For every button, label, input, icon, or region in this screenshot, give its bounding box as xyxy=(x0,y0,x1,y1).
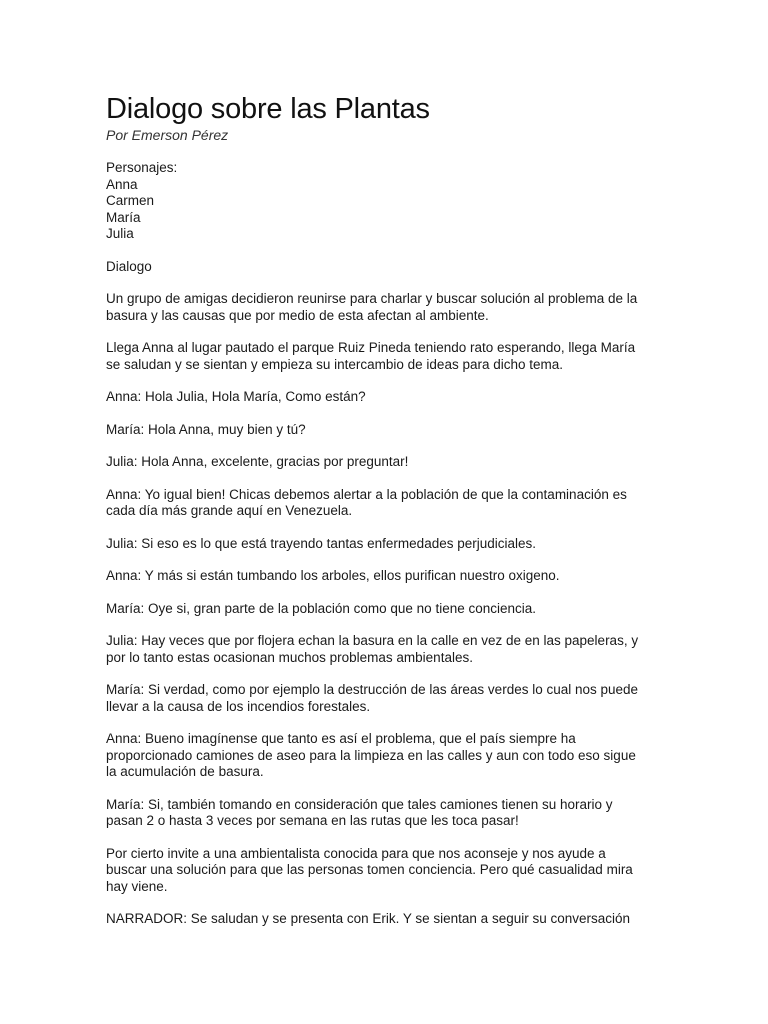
cast-item: Julia xyxy=(106,226,134,241)
paragraph-line: María: Si, también tomando en consideración que tales camiones tienen su horario y xyxy=(106,796,613,812)
cast-heading: Personajes: xyxy=(106,160,178,175)
dialogue-paragraph xyxy=(106,454,666,471)
paragraph-line: María: Hola Anna, muy bien y tú? xyxy=(106,421,306,437)
dialogue-paragraph xyxy=(106,487,666,520)
paragraph-line: hay viene. xyxy=(106,878,168,894)
paragraph-line: Julia: Hay veces que por flojera echan la basura en la calle en vez de en las papeleras, y xyxy=(106,633,639,648)
dialogue-paragraph xyxy=(106,340,666,373)
dialogue-paragraph xyxy=(106,291,666,324)
paragraph-line: Julia: Hola Anna, excelente, gracias por preguntar! xyxy=(106,454,409,469)
cast-item: Anna xyxy=(106,176,138,192)
dialogue-paragraph xyxy=(106,633,666,666)
paragraph-line: Anna: Y más si están tumbando los arboles, ellos purifican nuestro oxigeno. xyxy=(106,568,560,583)
paragraph-line: Llega Anna al lugar pautado el parque Ruiz Pineda teniendo rato esperando, llega María xyxy=(106,340,636,355)
dialogue-paragraph xyxy=(106,601,666,618)
paragraph-line: la acumulación de basura. xyxy=(106,764,264,779)
dialogue-paragraph xyxy=(106,568,666,585)
paragraph-line: Anna: Hola Julia, Hola María, Como están? xyxy=(106,389,366,404)
paragraph-line: llevar a la causa de los incendios forestales. xyxy=(106,698,371,714)
paragraph-line: por lo tanto estas ocasionan muchos problemas ambientales. xyxy=(106,649,473,665)
dialogue-paragraph xyxy=(106,389,666,406)
paragraph-line: Por cierto invite a una ambientalista conocida para que nos aconseje y nos ayude a xyxy=(106,845,606,861)
document-page xyxy=(106,92,666,944)
paragraph-line: proporcionado camiones de aseo para la limpieza en las calles y aun con todo eso sigue xyxy=(106,747,636,763)
cast-list xyxy=(106,160,666,243)
paragraph-line: Julia: Si eso es lo que está trayendo tantas enfermedades perjudiciales. xyxy=(106,535,537,551)
paragraph-line: María: Oye si, gran parte de la población como que no tiene conciencia. xyxy=(106,600,537,616)
dialogue-paragraph xyxy=(106,797,666,830)
paragraph-line: pasan 2 o hasta 3 veces por semana en las rutas que les toca pasar! xyxy=(106,813,519,828)
paragraph-line: se saludan y se sientan y empieza su intercambio de ideas para dicho tema. xyxy=(106,356,564,372)
paragraph-line: basura y las causas que por medio de esta afectan al ambiente. xyxy=(106,307,489,323)
paragraph-line: Anna: Bueno imagínense que tanto es así el problema, que el país siempre ha xyxy=(106,731,576,746)
dialogue-paragraph xyxy=(106,911,666,928)
dialogue-paragraph xyxy=(106,846,666,896)
section-heading: Dialogo xyxy=(106,258,152,274)
paragraph-line: Un grupo de amigas decidieron reunirse para charlar y buscar solución al problema de la xyxy=(106,291,638,306)
paragraph-line: Anna: Yo igual bien! Chicas debemos alertar a la población de que la contaminación es xyxy=(106,486,627,502)
dialogue-paragraph xyxy=(106,536,666,553)
dialogue-paragraph xyxy=(106,731,666,781)
paragraph-line: buscar una solución para que las personas tomen conciencia. Pero qué casualidad mira xyxy=(106,862,633,877)
cast-item: Carmen xyxy=(106,193,155,208)
dialogue-paragraph xyxy=(106,682,666,715)
document-title: Dialogo sobre las Plantas xyxy=(106,93,430,125)
paragraph-line: NARRADOR: Se saludan y se presenta con Erik. Y se sientan a seguir su conversación xyxy=(106,911,631,926)
document-author: Por Emerson Pérez xyxy=(106,127,229,143)
dialogue-body xyxy=(106,291,666,928)
dialogue-paragraph xyxy=(106,422,666,439)
paragraph-line: cada día más grande aquí en Venezuela. xyxy=(106,503,353,518)
cast-item: María xyxy=(106,209,141,225)
paragraph-line: María: Si verdad, como por ejemplo la destrucción de las áreas verdes lo cual nos puede xyxy=(106,682,639,697)
